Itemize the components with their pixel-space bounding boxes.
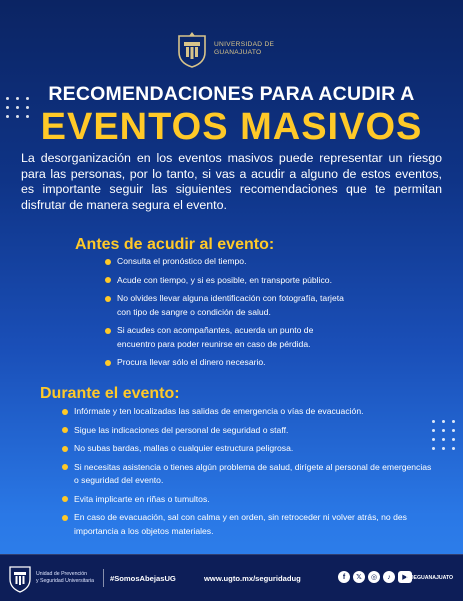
instagram-icon[interactable]: ◎ [368,571,380,583]
during-list [62,405,432,543]
bullet-icon [105,296,111,302]
bullet-icon [62,409,68,415]
footer-bar [0,554,463,601]
footer-unit-name: Unidad de Prevención y Seguridad Universitaria [36,571,94,584]
page-title-line2: EVENTOS MASIVOS [40,106,423,148]
list-item: Si necesitas asistencia o tienes algún problema de salud, dirígete al personal de emergencias o seguridad del evento. [62,461,432,488]
decorative-dots-right [432,420,456,450]
university-logo [176,30,284,68]
section-heading-during: Durante el evento: [40,385,180,402]
list-item: Infórmate y ten localizadas las salidas de emergencia o vías de evacuación. [62,405,432,419]
before-list [105,255,350,375]
university-name: UNIVERSIDAD DE GUANAJUATO [214,41,275,56]
youtube-icon[interactable]: ▶ [398,571,412,583]
list-item: En caso de evacuación, sal con calma y en orden, sin retroceder ni volver atrás, no des importancia a los objetos materiales. [62,511,432,538]
bullet-icon [62,515,68,521]
bullet-icon [62,464,68,470]
intro-paragraph: La desorganización en los eventos masivos puede representar un riesgo para las personas, por lo tanto, si vas a acudir a alguno de estos eventos, es importante seguir las siguientes recomendaciones que te permitan disfrutar de manera segura el evento. [21,151,442,212]
list-item: Si acudes con acompañantes, acuerda un punto de encuentro para poder reunirse en caso de pérdida. [105,324,350,351]
section-heading-before: Antes de acudir al evento: [75,236,275,253]
bullet-icon [105,277,111,283]
list-item: Sigue las indicaciones del personal de seguridad o staff. [62,424,432,438]
university-seal-icon [176,30,208,68]
bullet-icon [105,259,111,265]
list-item: Consulta el pronóstico del tiempo. [105,255,350,269]
page-title-line1: RECOMENDACIONES PARA ACUDIR A [48,83,415,105]
footer-url-link[interactable]: www.ugto.mx/seguridadug [204,574,301,583]
bullet-icon [62,446,68,452]
footer-seal-icon [8,563,32,593]
facebook-icon[interactable]: f [338,571,350,583]
bullet-icon [62,496,68,502]
list-item: No olvides llevar alguna identificación con fotografía, tarjeta con tipo de sangre o condición de salud. [105,292,350,319]
list-item: Procura llevar sólo el dinero necesario. [105,356,350,370]
footer-hashtag: #SomosAbejasUG [110,574,176,583]
social-icons [338,571,412,583]
footer-divider [103,569,104,587]
social-handle: UDEGUANAJUATO [406,575,454,581]
list-item: Acude con tiempo, y si es posible, en transporte público. [105,274,350,288]
bullet-icon [105,360,111,366]
tiktok-icon[interactable]: ♪ [383,571,395,583]
bullet-icon [105,328,111,334]
x-icon[interactable]: 𝕏 [353,571,365,583]
list-item: Evita implicarte en riñas o tumultos. [62,493,432,507]
bullet-icon [62,427,68,433]
list-item: No subas bardas, mallas o cualquier estructura peligrosa. [62,442,432,456]
